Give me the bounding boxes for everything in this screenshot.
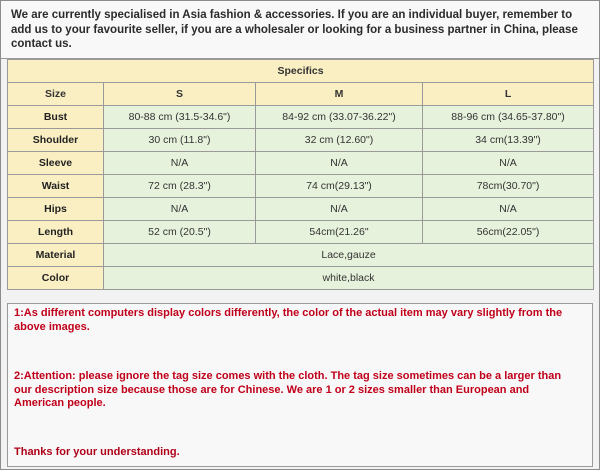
table-row-waist	[8, 175, 594, 198]
row-label: Length	[8, 221, 104, 244]
row-label: Hips	[8, 198, 104, 221]
cell-l: N/A	[423, 198, 594, 221]
row-label: Color	[8, 267, 104, 290]
table-row-bust	[8, 106, 594, 129]
color-disclaimer-note: 1:As different computers display colors differently, the color of the actual item may vary slightly from the above images.	[14, 307, 563, 333]
table-row-color	[8, 267, 594, 290]
thanks-note: Thanks for your understanding.	[14, 446, 180, 458]
tag-size-note: 2:Attention: please ignore the tag size comes with the cloth. The tag size sometimes can be a larger than our description size because those are for Chinese. We are 1 or 2 sizes smaller than European and American people.	[14, 370, 562, 409]
specifics-title: Specifics	[8, 60, 594, 83]
row-label: Waist	[8, 175, 104, 198]
material-value: Lace,gauze	[104, 244, 594, 267]
cell-l: 56cm(22.05")	[423, 221, 594, 244]
cell-l: 88-96 cm (34.65-37.80")	[423, 106, 594, 129]
table-row-length	[8, 221, 594, 244]
row-label: Material	[8, 244, 104, 267]
row-label: Shoulder	[8, 129, 104, 152]
table-row-hips	[8, 198, 594, 221]
cell-s: N/A	[104, 198, 256, 221]
cell-m: 32 cm (12.60")	[256, 129, 423, 152]
cell-s: 80-88 cm (31.5-34.6")	[104, 106, 256, 129]
cell-s: 52 cm (20.5")	[104, 221, 256, 244]
cell-m: N/A	[256, 152, 423, 175]
cell-m: 74 cm(29.13")	[256, 175, 423, 198]
header-cell-l: L	[423, 83, 594, 106]
cell-s: 30 cm (11.8")	[104, 129, 256, 152]
header-cell-size: Size	[8, 83, 104, 106]
cell-m: 84-92 cm (33.07-36.22")	[256, 106, 423, 129]
cell-s: N/A	[104, 152, 256, 175]
cell-l: 78cm(30.70")	[423, 175, 594, 198]
intro-banner	[1, 1, 599, 59]
color-value: white,black	[104, 267, 594, 290]
size-header-row	[8, 83, 594, 106]
cell-m: N/A	[256, 198, 423, 221]
cell-m: 54cm(21.26"	[256, 221, 423, 244]
header-cell-m: M	[256, 83, 423, 106]
row-label: Bust	[8, 106, 104, 129]
table-row-sleeve	[8, 152, 594, 175]
intro-text: We are currently specialised in Asia fashion & accessories. If you are an individual buyer, remember to add us to your favourite seller, if you are a wholesaler or looking for a business partner in China, please contact us.	[11, 9, 578, 50]
size-specifics-table	[7, 59, 594, 290]
cell-s: 72 cm (28.3")	[104, 175, 256, 198]
table-row-material	[8, 244, 594, 267]
header-cell-s: S	[104, 83, 256, 106]
notes-panel	[7, 303, 593, 467]
row-label: Sleeve	[8, 152, 104, 175]
table-row-shoulder	[8, 129, 594, 152]
cell-l: 34 cm(13.39")	[423, 129, 594, 152]
cell-l: N/A	[423, 152, 594, 175]
